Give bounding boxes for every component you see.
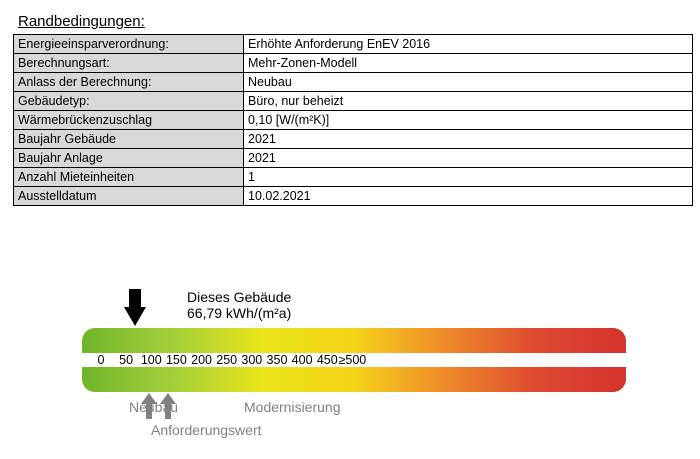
anforderungswert-label: Anforderungswert — [151, 422, 262, 438]
table-row — [14, 149, 693, 168]
row-value: 10.02.2021 — [244, 187, 693, 206]
energy-scale — [82, 328, 626, 392]
table-row — [14, 130, 693, 149]
scale-tick-label: 450 — [316, 353, 338, 367]
scale-tick-label: 200 — [191, 353, 212, 367]
row-label: Baujahr Anlage — [14, 149, 244, 168]
row-value: 2021 — [244, 130, 693, 149]
scale-tick-label: 50 — [119, 353, 134, 367]
building-marker-title: Dieses Gebäude — [187, 289, 292, 305]
scale-tick-label: ≥500 — [338, 353, 367, 367]
modernisierung-label: Modernisierung — [244, 399, 341, 415]
row-label: Baujahr Gebäude — [14, 130, 244, 149]
table-row — [14, 187, 693, 206]
table-row — [14, 92, 693, 111]
scale-tick-label: 350 — [266, 353, 288, 367]
row-label: Anzahl Mieteinheiten — [14, 168, 244, 187]
row-label: Wärmebrückenzuschlag — [14, 111, 244, 130]
building-marker-value: 66,79 kWh/(m²a) — [187, 305, 292, 321]
scale-tick-label: 400 — [291, 353, 313, 367]
scale-tick-label: 250 — [216, 353, 238, 367]
scale-tick-label: 0 — [97, 353, 105, 367]
energy-scale-bar-bottom — [82, 367, 626, 392]
row-value: Mehr-Zonen-Modell — [244, 54, 693, 73]
row-label: Anlass der Berechnung: — [14, 73, 244, 92]
table-row — [14, 168, 693, 187]
row-label: Ausstelldatum — [14, 187, 244, 206]
scale-tick-label: 300 — [241, 353, 263, 367]
table-row — [14, 54, 693, 73]
building-marker-arrow-icon — [124, 289, 146, 327]
scale-tick-label: 150 — [165, 353, 187, 367]
row-value: 2021 — [244, 149, 693, 168]
row-value: Büro, nur beheizt — [244, 92, 693, 111]
table-row — [14, 73, 693, 92]
row-label: Berechnungsart: — [14, 54, 244, 73]
section-heading: Randbedingungen: — [18, 13, 145, 30]
table-row — [14, 35, 693, 54]
conditions-table — [13, 34, 693, 206]
row-value: 0,10 [W/(m²K)] — [244, 111, 693, 130]
scale-tick-label: 100 — [140, 353, 162, 367]
row-value: Neubau — [244, 73, 693, 92]
row-value: 1 — [244, 168, 693, 187]
row-label: Gebäudetyp: — [14, 92, 244, 111]
building-marker-label — [187, 289, 291, 321]
row-value: Erhöhte Anforderung EnEV 2016 — [244, 35, 693, 54]
table-row — [14, 111, 693, 130]
row-label: Energieeinsparverordnung: — [14, 35, 244, 54]
energy-scale-bar-top — [82, 328, 626, 353]
neubau-label: Neubau — [129, 399, 179, 415]
